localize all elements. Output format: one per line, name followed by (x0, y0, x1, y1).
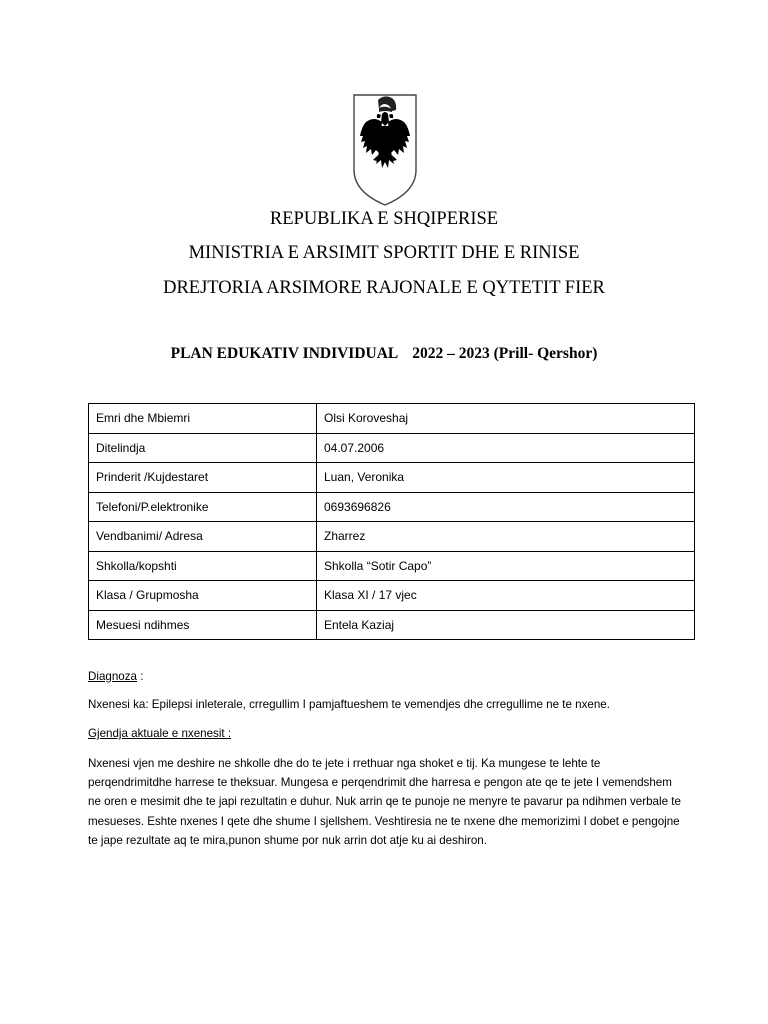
diagnosis-label-suffix: : (137, 670, 144, 683)
table-row (89, 610, 695, 640)
current-state-heading: Gjendja aktuale e nxenesit : (88, 727, 232, 740)
plan-title (0, 344, 768, 364)
diagnosis-label: Diagnoza (88, 670, 137, 683)
row-label: Emri dhe Mbiemri (89, 404, 317, 434)
row-value: 0693696826 (317, 492, 695, 522)
student-info-table (88, 403, 695, 640)
row-value: 04.07.2006 (317, 433, 695, 463)
row-value: Shkolla “Sotir Capo” (317, 551, 695, 581)
table-row (89, 581, 695, 611)
row-label: Ditelindja (89, 433, 317, 463)
row-value: Luan, Veronika (317, 463, 695, 493)
table-row (89, 522, 695, 552)
albanian-coat-of-arms-icon (352, 92, 418, 207)
row-value: Olsi Koroveshaj (317, 404, 695, 434)
table-row (89, 404, 695, 434)
table-row (89, 463, 695, 493)
row-label: Mesuesi ndihmes (89, 610, 317, 640)
header-directorate: DREJTORIA ARSIMORE RAJONALE E QYTETIT FIER (163, 278, 605, 298)
table-row (89, 492, 695, 522)
plan-title-period: 2022 – 2023 (Prill- Qershor) (412, 345, 598, 362)
table-row (89, 551, 695, 581)
diagnosis-heading (88, 667, 688, 686)
row-label: Vendbanimi/ Adresa (89, 522, 317, 552)
row-label: Shkolla/kopshti (89, 551, 317, 581)
header-ministry: MINISTRIA E ARSIMIT SPORTIT DHE E RINISE (188, 243, 580, 263)
row-value: Zharrez (317, 522, 695, 552)
table-row (89, 433, 695, 463)
header-republic: REPUBLIKA E SHQIPERISE (269, 209, 499, 229)
row-value: Klasa XI / 17 vjec (317, 581, 695, 611)
diagnosis-text: Nxenesi ka: Epilepsi inleterale, crregullim I pamjaftueshem te vemendjes dhe crregullime ne te nxene. (88, 698, 610, 711)
row-label: Klasa / Grupmosha (89, 581, 317, 611)
current-state-text: Nxenesi vjen me deshire ne shkolle dhe do te jete i rrethuar nga shoket e tij. Ka mungese te lehte te perqendrimitdhe harrese te theksuar. Mungesa e perqendrimit dhe harresa e pengon ate qe te jete I vemendshem ne oren e mesimit dhe te japi rezultatin e duhur. Nuk arrin qe te punoje ne menyre te pavarur pa ndihmen verbale te mesueses. Eshte nxenes I qete dhe shume I sjellshem. Veshtiresia ne te nxene dhe memorizimi I dobet e pengojne te jape rezultate aq te mira,punon shume por nuk arrin dot atje ku ai deshiron. (88, 757, 681, 847)
row-value: Entela Kaziaj (317, 610, 695, 640)
row-label: Telefoni/P.elektronike (89, 492, 317, 522)
row-label: Prinderit /Kujdestaret (89, 463, 317, 493)
plan-title-name: PLAN EDUKATIV INDIVIDUAL (170, 345, 399, 362)
